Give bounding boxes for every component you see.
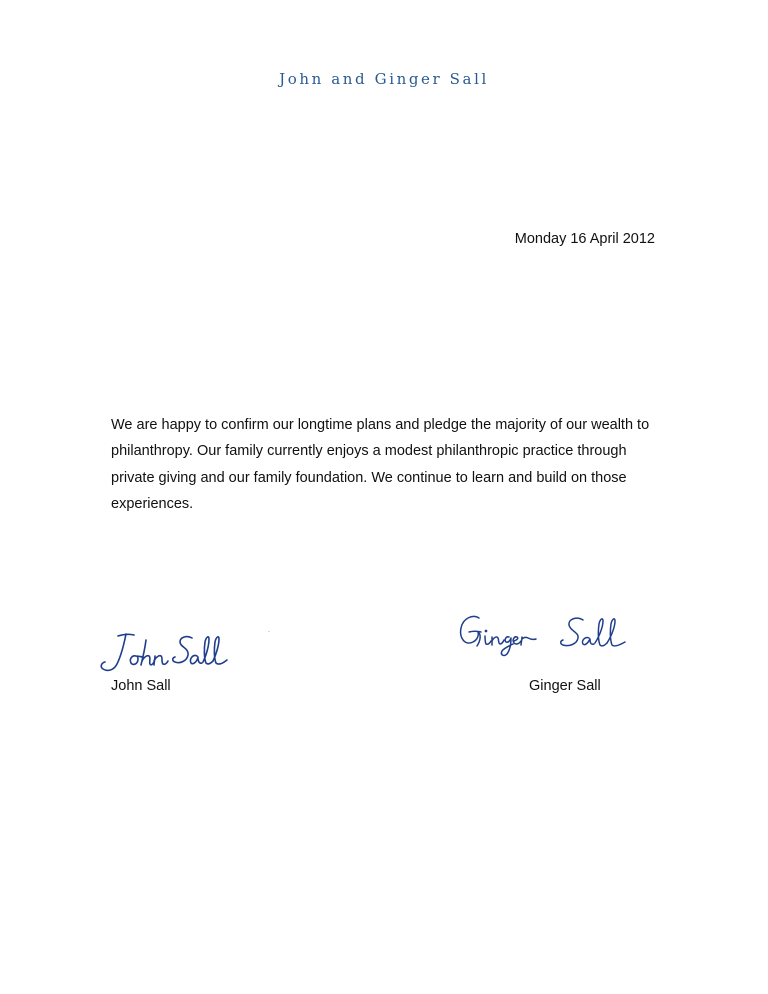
scan-speck — [268, 631, 270, 632]
john-signature — [96, 628, 236, 676]
letter-body-paragraph: We are happy to confirm our longtime plans and pledge the majority of our wealth to philanthropy. Our family currently enjoys a modest philanthropic practice through private giving and our family foundation. We continue to learn and build on those experiences. — [111, 417, 650, 512]
letterhead-title: John and Ginger Sall — [279, 70, 489, 88]
john-printed-name: John Sall — [111, 678, 171, 694]
ginger-signature — [455, 612, 641, 658]
letter-date: Monday 16 April 2012 — [514, 231, 655, 247]
ginger-printed-name: Ginger Sall — [529, 678, 601, 694]
john-signature-graphic — [96, 628, 236, 676]
ginger-signature-graphic — [455, 612, 641, 658]
